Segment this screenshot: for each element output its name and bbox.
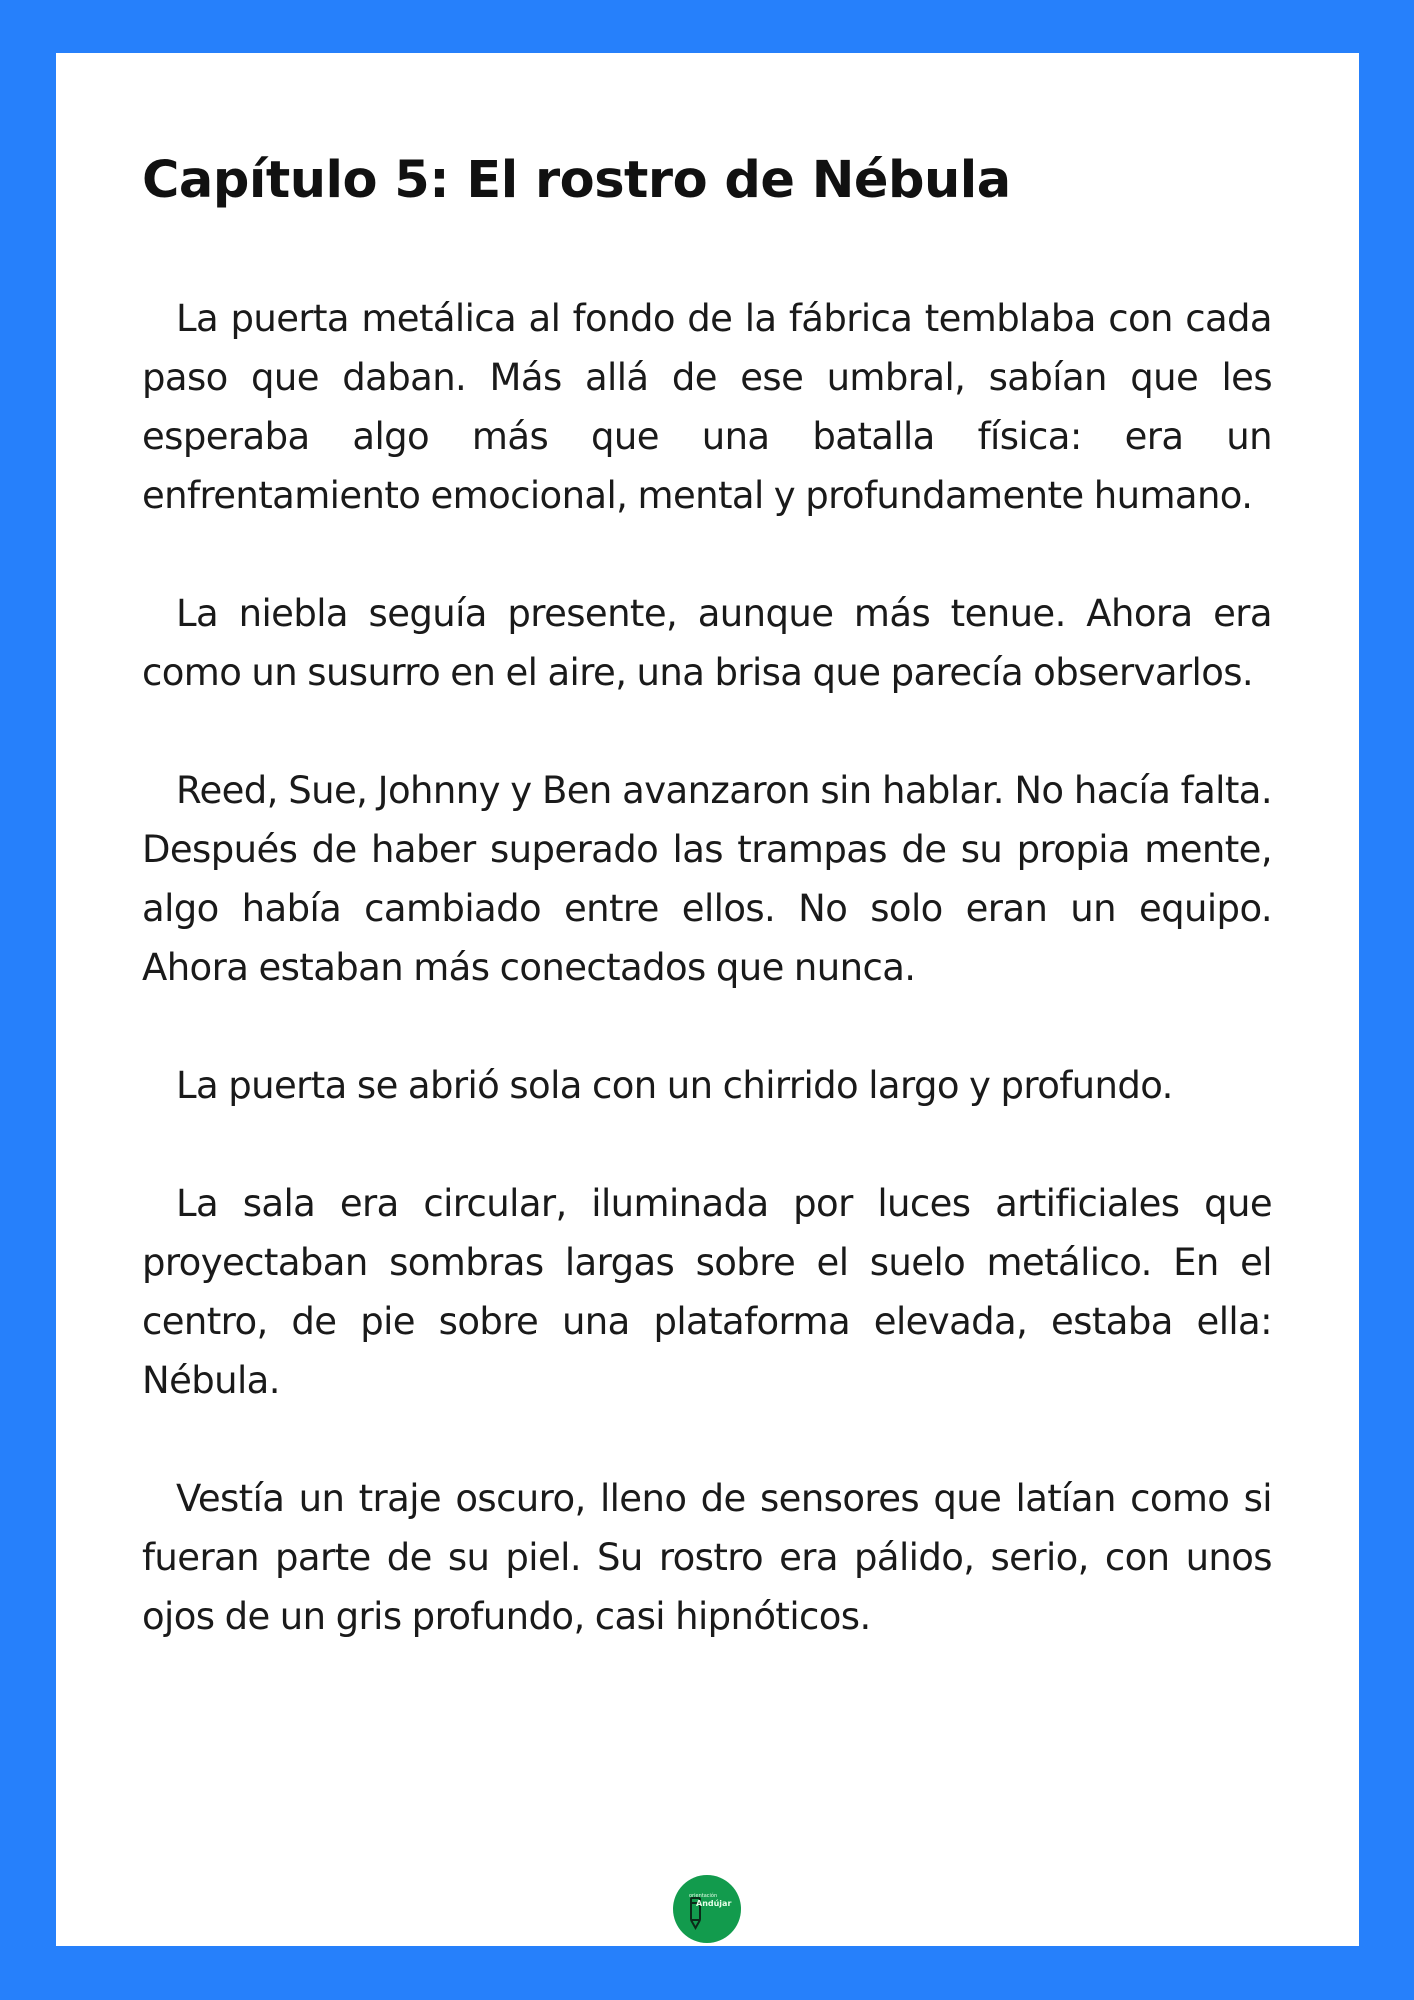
paragraph-2: La niebla seguía presente, aunque más tenue. Ahora era como un susurro en el aire, una brisa que parecía observarlos. [142, 592, 1272, 694]
page-content [142, 145, 1272, 1705]
paragraph-5: La sala era circular, iluminada por luces artificiales que proyectaban sombras largas sobre el suelo metálico. En el centro, de pie sobre una plataforma elevada, estaba ella: Nébula. [142, 1182, 1272, 1402]
chapter-title: Capítulo 5: El rostro de Nébula [142, 151, 1011, 210]
logo-line-2: Andújar [696, 1899, 732, 1908]
paragraph-3: Reed, Sue, Johnny y Ben avanzaron sin hablar. No hacía falta. Después de haber superado las trampas de su propia mente, algo había cambiado entre ellos. No solo eran un equipo. Ahora estaban más conectados que nunca. [142, 769, 1272, 989]
document-page [56, 53, 1359, 1946]
logo-line-1: orientación [689, 1893, 718, 1899]
publisher-logo [673, 1875, 741, 1943]
chapter-body [142, 289, 1272, 1646]
paragraph-1: La puerta metálica al fondo de la fábrica temblaba con cada paso que daban. Más allá de ese umbral, sabían que les esperaba algo más que una batalla física: era un enfrentamiento emocional, mental y profundamente humano. [142, 297, 1272, 517]
logo-text [689, 1894, 731, 1908]
paragraph-6: Vestía un traje oscuro, lleno de sensores que latían como si fueran parte de su piel. Su rostro era pálido, serio, con unos ojos de un gris profundo, casi hipnóticos. [142, 1477, 1272, 1638]
paragraph-4: La puerta se abrió sola con un chirrido largo y profundo. [176, 1064, 1173, 1107]
pencil-icon [673, 1875, 741, 1943]
